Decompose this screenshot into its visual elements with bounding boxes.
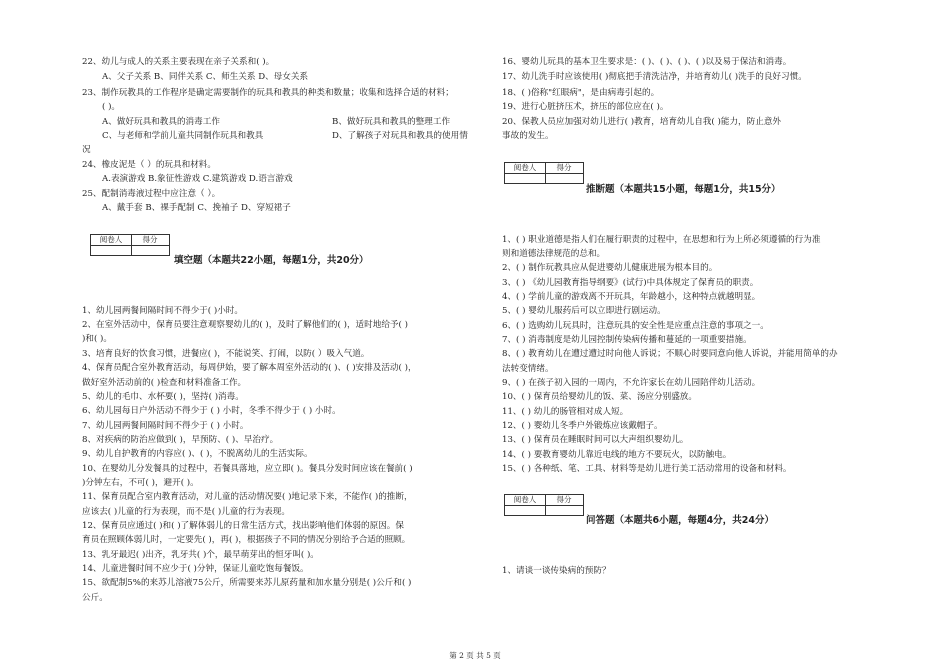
judge-10: 10、( ) 保育员给婴幼儿的饭、菜、汤应分别盛放。 xyxy=(502,392,697,402)
fill-2: 2、在室外活动中，保育员要注意观察婴幼儿的( )，及时了解他们的( )，适时地给予( ) xyxy=(82,320,408,330)
section-title-fill: 填空题（本题共22小题，每题1分，共20分） xyxy=(174,255,369,266)
fill-19: 19、进行心脏挤压术，挤压的部位应在( )。 xyxy=(502,102,669,112)
judge-6: 6、( ) 选购幼儿玩具时，注意玩具的安全性是应重点注意的事项之一。 xyxy=(502,321,769,331)
judge-8-cont: 法转变情绪。 xyxy=(502,364,554,374)
judge-2: 2、( ) 制作玩教具应从促进婴幼儿健康进展为根本目的。 xyxy=(502,263,718,273)
section-title-judge: 推断题（本题共15小题，每题1分，共15分） xyxy=(586,184,781,195)
fill-18: 18、( )俗称"红眼病"，是由病毒引起的。 xyxy=(502,88,660,98)
judge-1: 1、( ) 职业道德是指人们在履行职责的过程中，在思想和行为上所必须遵循的行为准 xyxy=(502,235,821,245)
fill-11-cont: 应该去( )儿童的行为表现，而不是( )儿童的行为表现。 xyxy=(82,507,290,517)
fill-15: 15、欲配制5%的来苏儿溶液75公斤，所需要来苏儿原药量和加水量分别是( )公斤和( ) xyxy=(82,578,412,588)
question-23-option-c: C、与老师和学前儿童共同制作玩具和教具 xyxy=(102,131,264,141)
question-24-options: A.表演游戏 B.象征性游戏 C.建筑游戏 D.语言游戏 xyxy=(102,174,293,184)
fill-12-cont: 育员在照顾体弱儿时，一定要先( )，再( )，根据孩子不同的情况分别给予合适的照顾。 xyxy=(82,535,411,545)
fill-12: 12、保育员应通过( )和( )了解体弱儿的日常生活方式，找出影响他们体弱的原因。保 xyxy=(82,521,404,531)
judge-13: 13、( ) 保育员在睡眠时间可以大声组织婴幼儿。 xyxy=(502,435,689,445)
judge-12: 12、( ) 婴幼儿冬季户外锻炼应该戴帽子。 xyxy=(502,421,663,431)
question-23-option-a: A、做好玩具和教具的消毒工作 xyxy=(102,117,220,127)
judge-8: 8、( ) 教育幼儿在遭过遭过时向他人诉说；不顺心时要同意向他人诉说，并能用简单的办 xyxy=(502,349,838,359)
score-box-fill xyxy=(90,234,170,256)
fill-16: 16、婴幼儿玩具的基本卫生要求是：( )、( )、( )、( )以及易于保洁和消毒。 xyxy=(502,57,792,67)
question-22-options: A、父子关系 B、同伴关系 C、师生关系 D、母女关系 xyxy=(102,72,309,82)
fill-5: 5、幼儿的毛巾、水杯要( )，坚持( )消毒。 xyxy=(82,392,244,402)
fill-11: 11、保育员配合室内教育活动，对儿童的活动情况要( )地记录下来，不能作( )的推断， xyxy=(82,492,413,502)
score-box-qa xyxy=(504,494,584,516)
question-22: 22、幼儿与成人的关系主要表现在亲子关系和( )。 xyxy=(82,57,275,67)
fill-3: 3、培育良好的饮食习惯，进餐应( )，不能说笑、打闹，以防( ）吸入气道。 xyxy=(82,349,370,359)
fill-4: 4、保育员配合室外教育活动，每周伊始，要了解本周室外活动的( )、( )安排及活动( )， xyxy=(82,363,417,373)
fill-20: 20、保教人员应加强对幼儿进行( )教育，培育幼儿自我( )能力，防止意外 xyxy=(502,117,782,127)
question-24: 24、橡皮泥是（ ）的玩具和材料。 xyxy=(82,160,216,170)
fill-17: 17、幼儿洗手时应该使用( )彻底把手清洗洁净，并培育幼儿( )洗手的良好习惯。 xyxy=(502,72,807,82)
question-23: 23、制作玩教具的工作程序是确定需要制作的玩具和教具的种类和数量；收集和选择合适的材料； xyxy=(82,88,454,98)
question-25: 25、配制消毒液过程中应注意（ ）。 xyxy=(82,189,221,199)
score-box-score-label: 得分 xyxy=(545,495,583,506)
judge-5: 5、( ) 婴幼儿服药后可以立即进行剧运动。 xyxy=(502,306,666,316)
score-box-grader-label: 阅卷人 xyxy=(91,235,132,246)
judge-7: 7、( ) 消毒制度是幼儿园控制传染病传播和蔓延的一项重要措施。 xyxy=(502,335,752,345)
fill-1: 1、幼儿园两餐间隔时间不得少于( )小时。 xyxy=(82,306,243,316)
score-box-score-label: 得分 xyxy=(545,163,583,174)
fill-7: 7、幼儿园两餐间隔时间不得少于 ( ) 小时。 xyxy=(82,421,249,431)
question-23-blank: ( )。 xyxy=(102,102,121,112)
judge-15: 15、( ) 各种纸、笔、工具、材料等是幼儿进行美工活动常用的设备和材料。 xyxy=(502,464,792,474)
fill-10: 10、在婴幼儿分发餐具的过程中，若餐具落地，应立即( )。餐具分发时间应该在餐前( ) xyxy=(82,464,413,474)
judge-9: 9、( ) 在孩子初入园的一周内，不允许家长在幼儿园陪伴幼儿活动。 xyxy=(502,378,761,388)
score-box-judge xyxy=(504,162,584,184)
fill-2-cont: )和( )。 xyxy=(82,334,112,344)
fill-15-cont: 公斤。 xyxy=(82,593,108,603)
question-23-option-d: D、了解孩子对玩具和教具的使用情 xyxy=(332,131,468,141)
score-box-score-label: 得分 xyxy=(131,235,169,246)
question-23-option-b: B、做好玩具和教具的整理工作 xyxy=(332,117,451,127)
fill-6: 6、幼儿园每日户外活动不得少于 ( ) 小时，冬季不得少于 ( ) 小时。 xyxy=(82,406,341,416)
fill-20-cont: 事故的发生。 xyxy=(502,131,554,141)
judge-4: 4、( ) 学前儿童的游戏离不开玩具，年龄越小，这种特点就越明显。 xyxy=(502,292,761,302)
fill-9: 9、幼儿自护教育的内容应( )、( )，不脱离幼儿的生活实际。 xyxy=(82,449,313,459)
fill-10-cont: )分钟左右，不可( )，避开( )。 xyxy=(82,478,199,488)
score-box-grader-label: 阅卷人 xyxy=(505,163,546,174)
fill-13: 13、乳牙最迟( )出齐，乳牙共( )个，最早萌芽出的恒牙叫( )。 xyxy=(82,550,319,560)
judge-1-cont: 则和道德法律规范的总和。 xyxy=(502,249,606,259)
score-box-grader-label: 阅卷人 xyxy=(505,495,546,506)
fill-14: 14、儿童进餐时间不应少于( )分钟，保证儿童吃饱每餐饭。 xyxy=(82,564,309,574)
question-25-options: A、戴手套 B、裸手配制 C、挽袖子 D、穿短裙子 xyxy=(102,203,291,213)
qa-1: 1、请谈一谈传染病的预防？ xyxy=(502,566,611,576)
page-footer: 第 2 页 共 5 页 xyxy=(449,651,501,660)
question-23-option-d-cont: 况 xyxy=(82,145,91,155)
section-title-qa: 问答题（本题共6小题，每题4分，共24分） xyxy=(586,515,774,526)
judge-11: 11、( ) 幼儿的肠管相对成人短。 xyxy=(502,407,629,417)
fill-4-cont: 做好室外活动前的( )检查和材料准备工作。 xyxy=(82,378,247,388)
fill-8: 8、对疾病的防治应做到( )，早预防、( )、早治疗。 xyxy=(82,435,279,445)
judge-3: 3、( ) 《幼儿园教育指导纲要》(试行)中具体规定了保育员的职责。 xyxy=(502,278,759,288)
judge-14: 14、( ) 要教育婴幼儿靠近电线的地方不要玩火，以防触电。 xyxy=(502,450,732,460)
